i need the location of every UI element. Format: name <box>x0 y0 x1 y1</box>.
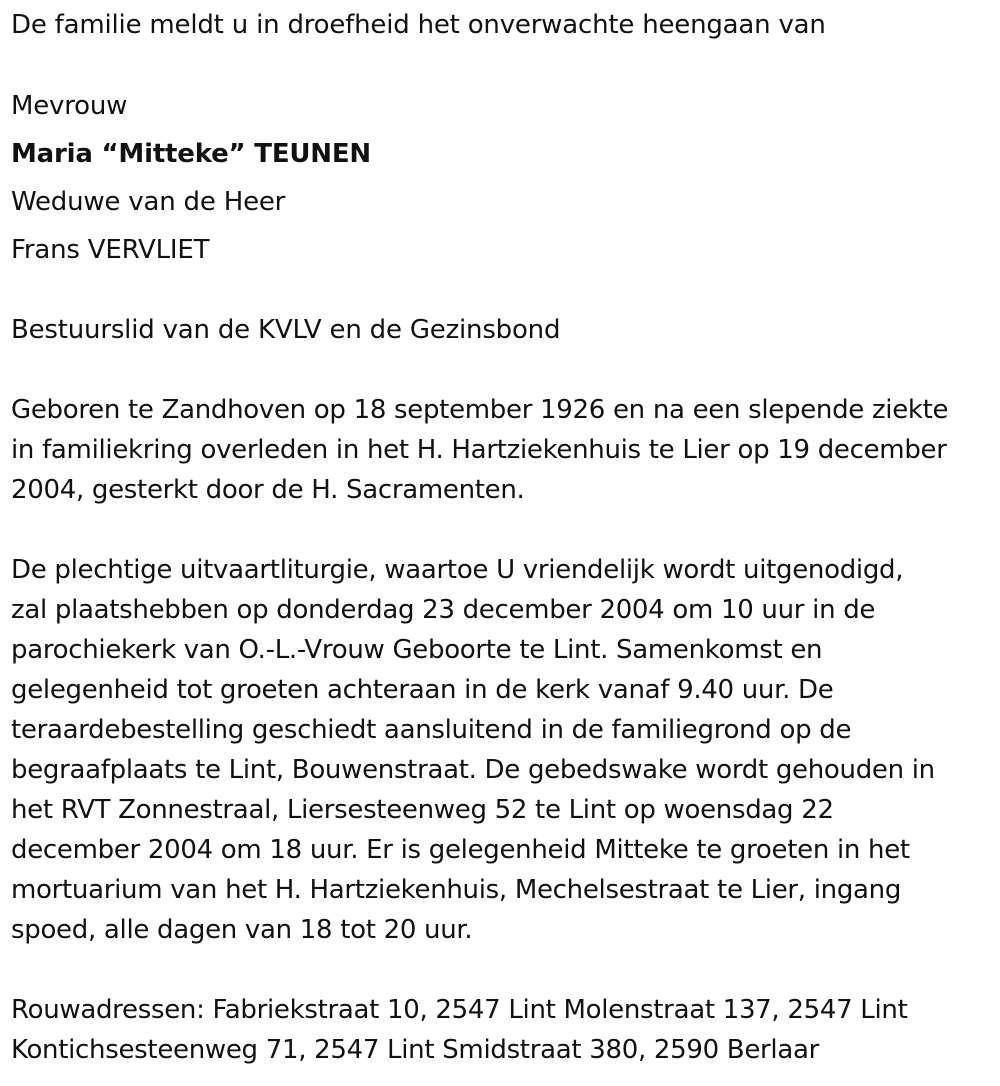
funeral-paragraph <box>11 550 996 950</box>
funeral-line: spoed, alle dagen van 18 tot 20 uur. <box>11 915 473 945</box>
funeral-line: begraafplaats te Lint, Bouwenstraat. De gebedswake wordt gehouden in <box>11 755 935 785</box>
intro-text: De familie meldt u in droefheid het onverwachte heengaan van <box>11 10 826 40</box>
funeral-line: gelegenheid tot groeten achteraan in de kerk vanaf 9.40 uur. De <box>11 675 834 705</box>
role-text: Bestuurslid van de KVLV en de Gezinsbond <box>11 315 561 345</box>
funeral-line: teraardebestelling geschiedt aansluitend in de familiegrond op de <box>11 715 852 745</box>
address-line: Kontichsesteenweg 71, 2547 Lint Smidstraat 380, 2590 Berlaar <box>11 1035 820 1065</box>
funeral-line: parochiekerk van O.-L.-Vrouw Geboorte te Lint. Samenkomst en <box>11 635 823 665</box>
birth-line: 2004, gesterkt door de H. Sacramenten. <box>11 475 525 505</box>
spouse-name: Frans VERVLIET <box>11 235 210 265</box>
birth-paragraph <box>11 390 996 510</box>
funeral-line: mortuarium van het H. Hartziekenhuis, Mechelsestraat te Lier, ingang <box>11 875 902 905</box>
addresses-paragraph <box>11 990 996 1070</box>
widow-label: Weduwe van de Heer <box>11 187 286 217</box>
honorific: Mevrouw <box>11 91 128 121</box>
deceased-name: Maria “Mitteke” TEUNEN <box>11 139 371 169</box>
funeral-line: zal plaatshebben op donderdag 23 december 2004 om 10 uur in de <box>11 595 876 625</box>
funeral-line: De plechtige uitvaartliturgie, waartoe U vriendelijk wordt uitgenodigd, <box>11 555 904 585</box>
funeral-line: december 2004 om 18 uur. Er is gelegenheid Mitteke te groeten in het <box>11 835 910 865</box>
birth-line: in familiekring overleden in het H. Hartziekenhuis te Lier op 19 december <box>11 435 947 465</box>
birth-line: Geboren te Zandhoven op 18 september 1926 en na een slepende ziekte <box>11 395 949 425</box>
funeral-line: het RVT Zonnestraal, Liersesteenweg 52 te Lint op woensdag 22 <box>11 795 834 825</box>
address-line: Rouwadressen: Fabriekstraat 10, 2547 Lint Molenstraat 137, 2547 Lint <box>11 995 908 1025</box>
